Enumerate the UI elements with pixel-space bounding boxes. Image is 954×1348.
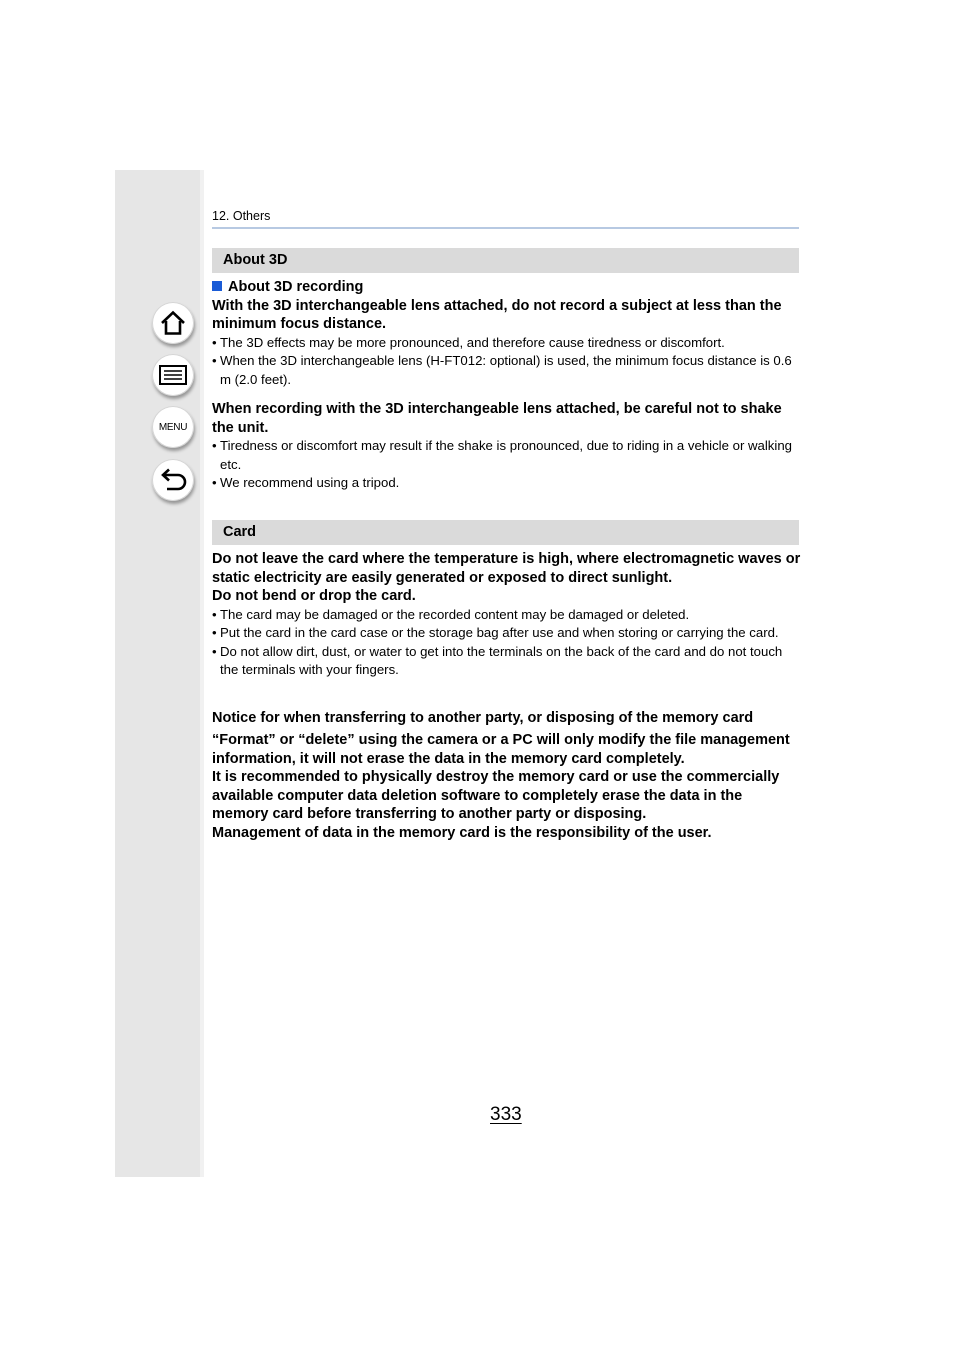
- header-rule: [212, 227, 799, 229]
- warning-min-focus: With the 3D interchangeable lens attached, do not record a subject at less than the minimum focus distance.: [212, 297, 782, 332]
- list-item: • Tiredness or discomfort may result if the shake is pronounced, due to riding in a vehicle or walking etc.: [212, 437, 802, 474]
- warning-shake: When recording with the 3D interchangeable lens attached, be careful not to shake the unit.: [212, 401, 782, 436]
- section-3d-body: [212, 278, 802, 389]
- warning-bend: Do not bend or drop the card.: [212, 588, 416, 604]
- list-item: • We recommend using a tripod.: [212, 474, 802, 493]
- notice-paragraph: “Format” or “delete” using the camera or a PC will only modify the file management information, it will not erase the data in the memory card completely.: [212, 732, 790, 767]
- chapter-title: 12. Others: [212, 209, 271, 223]
- list-item: • When the 3D interchangeable lens (H-FT012: optional) is used, the minimum focus distance is 0.6 m (2.0 feet).: [212, 352, 802, 389]
- list-item: • The card may be damaged or the recorded content may be damaged or deleted.: [212, 606, 802, 625]
- square-marker-icon: [212, 281, 222, 291]
- menu-button[interactable]: [152, 406, 194, 448]
- return-icon: [159, 467, 187, 493]
- sidebar-edge: [200, 170, 204, 1177]
- notice-paragraph: Management of data in the memory card is the responsibility of the user.: [212, 824, 712, 841]
- list-item: • The 3D effects may be more pronounced, and therefore cause tiredness or discomfort.: [212, 334, 802, 353]
- contents-button[interactable]: [152, 354, 194, 396]
- list-item: • Put the card in the card case or the storage bag after use and when storing or carrying the card.: [212, 624, 802, 643]
- notice-heading: Notice for when transferring to another party, or disposing of the memory card: [212, 710, 754, 726]
- section-title-card: Card: [212, 520, 799, 545]
- section-card-body: [212, 550, 802, 680]
- warning-temperature: Do not leave the card where the temperature is high, where electromagnetic waves or static electricity are easily generated or exposed to direct sunlight.: [212, 551, 801, 586]
- menu-label: MENU: [158, 421, 188, 433]
- home-icon: [159, 310, 187, 336]
- list-icon: [159, 365, 187, 385]
- notice-paragraph: It is recommended to physically destroy the memory card or use the commercially available computer data deletion software to completely erase the data in the memory card before transferring to another party or disposing.: [212, 769, 780, 822]
- list-item: • Do not allow dirt, dust, or water to get into the terminals on the back of the card and do not touch the terminals with your fingers.: [212, 643, 802, 680]
- subheading-3d-recording: [212, 278, 802, 297]
- section-3d-body-2: [212, 400, 802, 493]
- subheading-text: About 3D recording: [228, 279, 364, 295]
- home-button[interactable]: [152, 302, 194, 344]
- back-button[interactable]: [152, 459, 194, 501]
- notice-block: [212, 709, 802, 842]
- section-title-3d: About 3D: [212, 248, 799, 273]
- page-number: 333: [490, 1104, 522, 1125]
